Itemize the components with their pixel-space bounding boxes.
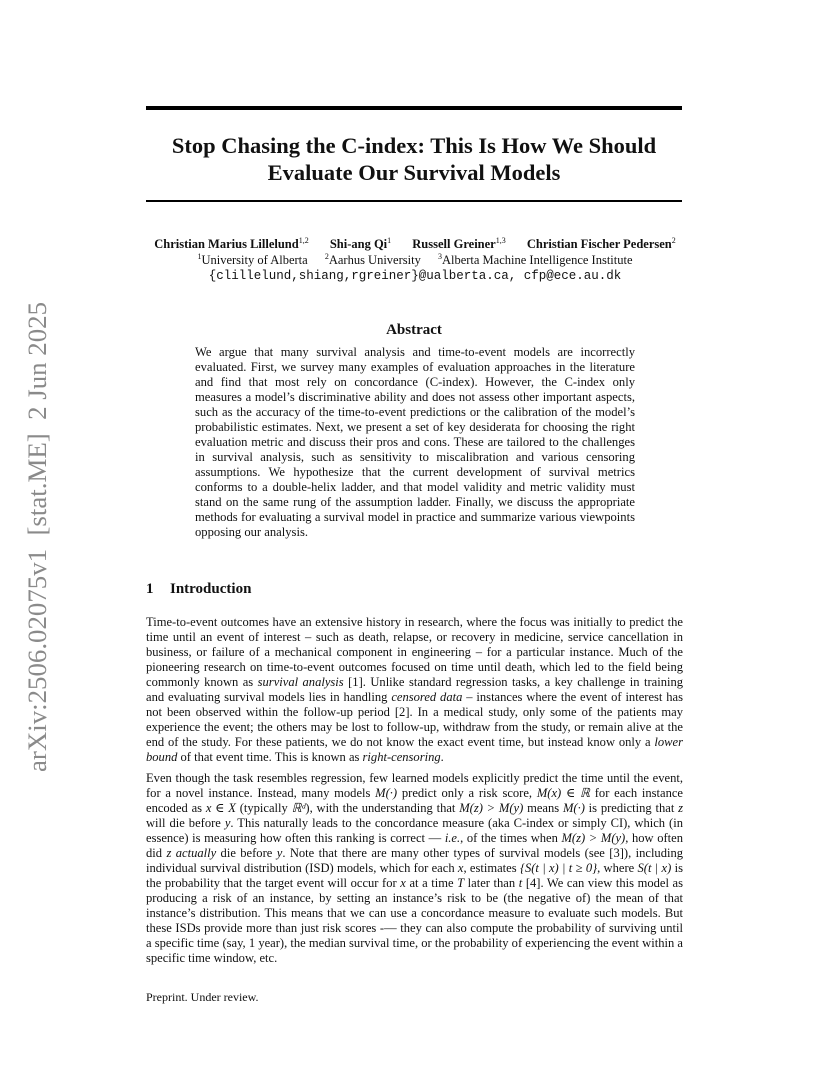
author-emails[interactable]: {clillelund,shiang,rgreiner}@ualberta.ca, cfp@ece.au.dk bbox=[208, 269, 622, 283]
title-line-2: Evaluate Our Survival Models bbox=[267, 160, 561, 185]
paragraph-1: Time-to-event outcomes have an extensive history in research, where the focus was initially to predict the time until an event of interest – such as death, relapse, or recovery in medicine, service cancellation in business, or failure of a mechanical component in engineering – for a particular instance. Much of the pioneering research on time-to-event outcomes focused on time until death, which led to the field being commonly known as survival analysis [1]. Unlike standard regression tasks, a key challenge in training and evaluating survival models lies in handling censored data – instances where the event of interest has not been observed within the follow-up period [2]. In a medical study, only some of the patients may experience the event; the others may be lost to follow-up, withdraw from the study, or remain alive at the end of the study. For these patients, we do not know the exact event time, but instead know only a lower bound of that event time. This is known as right-censoring. bbox=[146, 615, 684, 764]
arxiv-identifier-stamp bbox=[10, 300, 62, 772]
title-bottom-rule bbox=[146, 200, 682, 202]
arxiv-stamp-graphic bbox=[10, 300, 62, 772]
author-block bbox=[120, 236, 710, 284]
paper-title bbox=[146, 132, 682, 186]
affiliation-2: $^2$Aarhus University bbox=[324, 251, 421, 267]
author-1: Christian Marius Lillelund$^{1,2}$ bbox=[154, 235, 309, 251]
section-number: 1 bbox=[146, 581, 154, 597]
author-2: Shi-ang Qi$^1$ bbox=[329, 235, 392, 251]
abstract-heading: Abstract bbox=[386, 322, 442, 338]
abstract-text: We argue that many survival analysis and time-to-event models are incorrectly evaluated. First, we survey many examples of evaluation approaches in the literature and find that most rely on concordance (C-index). However, the C-index only measures a model’s discriminative ability and does not assess other important aspects, such as the accuracy of the time-to-event predictions or the calibration of the model’s probabilistic estimates. Next, we present a set of key desiderata for choosing the right evaluation metric and discuss their pros and cons. These are tailored to the challenges in survival analysis, such as sensitivity to miscalibration and various censoring assumptions. We hypothesize that the current development of survival metrics conforms to a double-helix ladder, and that model validity and metric validity must stand on the same rung of the assumption ladder. Finally, we discuss the appropriate methods for evaluating a survival model in practice and summarize various viewpoints opposing our analysis. bbox=[195, 345, 635, 539]
section-heading-introduction bbox=[146, 581, 682, 598]
author-4: Christian Fischer Pedersen$^2$ bbox=[526, 235, 676, 251]
arxiv-stamp-text: arXiv:2506.02075v1 [stat.ME] 2 Jun 2025 bbox=[23, 317, 52, 772]
affiliations bbox=[120, 252, 710, 268]
paragraph-2: Even though the task resembles regression, few learned models explicitly predict the time until the event, for a novel instance. Instead, many models M(·) predict only a risk score, M(x) ∈ ℝ for each instance encoded as x ∈ X (typically ℝᵈ), with the understanding that M(z) > M(y) means M(·) is predicting that z will die before y. This naturally leads to the concordance measure (aka C-index or simply CI), which (in essence) is measuring how often this ranking is correct — i.e., of the times when M(z) > M(y), how often did z actually die before y. Note that there are many other types of survival models (see [3]), including individual survival distribution (ISD) models, which for each x, estimates {S(t | x) | t ≥ 0}, where S(t | x) is the probability that the target event will occur for x at a time T later than t [4]. We can view this model as producing a risk of an instance, by setting an instance’s risk to be (the negative of) the mean of that instance’s distribution. This means that we can use a concordance measure to evaluate such models. But these ISDs provide more than just risk scores -— they can also compute the probability of surviving until a specific time (say, 1 year), the median survival time, or the probability of experiencing the event within a specific time window, etc. bbox=[146, 771, 684, 965]
author-names bbox=[120, 236, 710, 252]
footer-note: Preprint. Under review. bbox=[146, 990, 259, 1004]
section-title: Introduction bbox=[170, 581, 252, 597]
title-line-1: Stop Chasing the C-index: This Is How We Should bbox=[171, 133, 657, 158]
affiliation-1: $^1$University of Alberta bbox=[197, 251, 308, 267]
title-top-rule bbox=[146, 106, 682, 110]
author-3: Russell Greiner$^{1,3}$ bbox=[412, 235, 506, 251]
affiliation-3: $^3$Alberta Machine Intelligence Institute bbox=[437, 251, 633, 267]
introduction-body bbox=[146, 615, 683, 972]
